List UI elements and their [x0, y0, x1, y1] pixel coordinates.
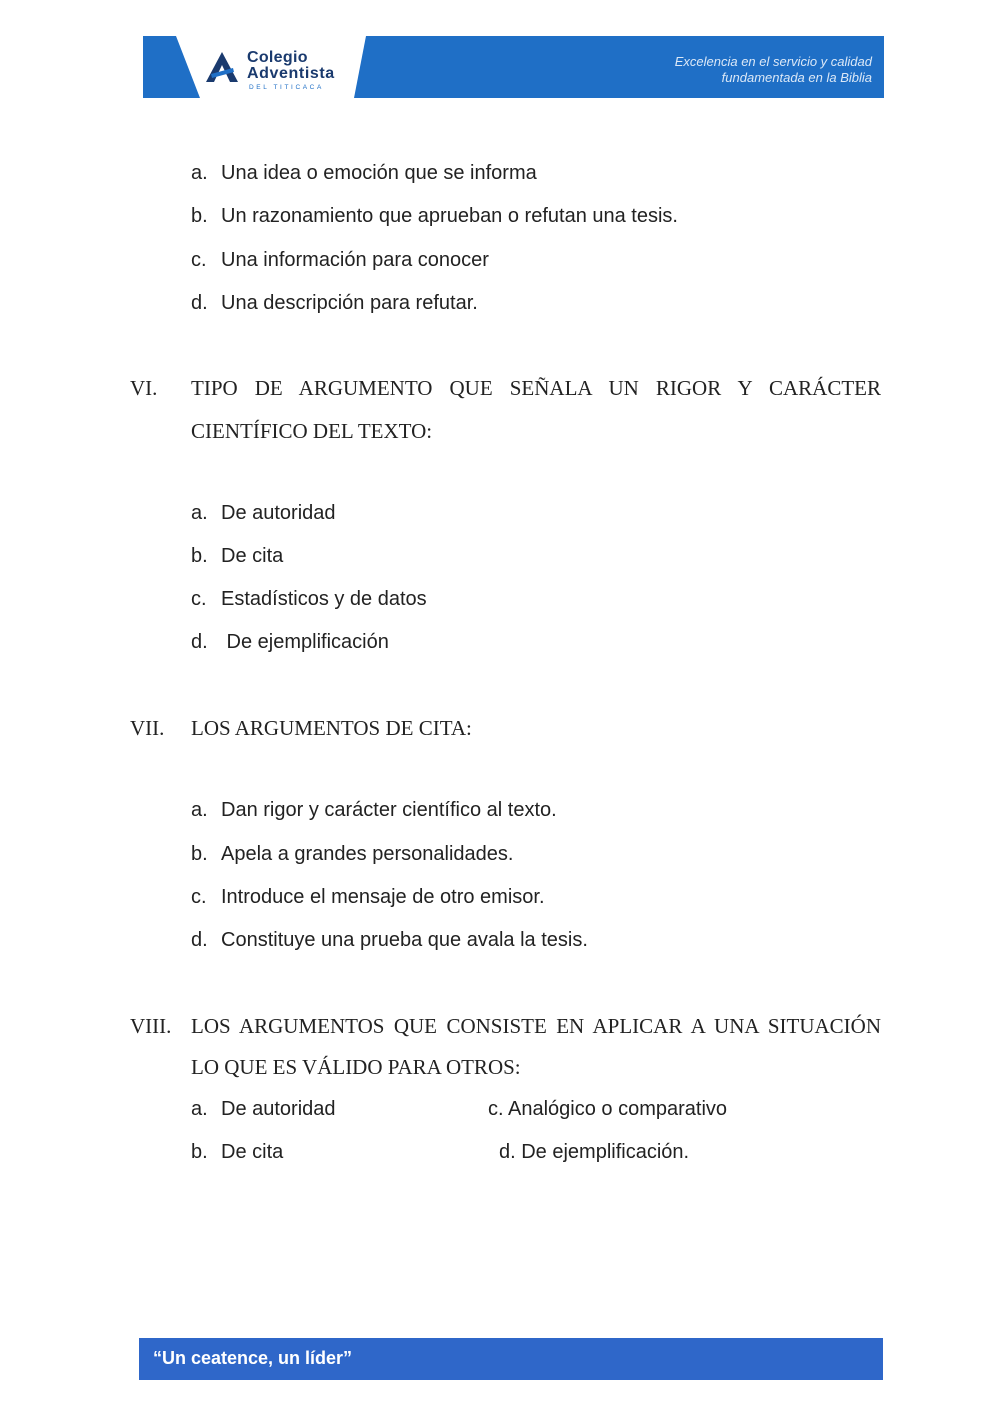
q5-option-d: [191, 292, 478, 315]
option-letter: b.: [191, 843, 208, 865]
q6-number: VI.: [130, 376, 158, 400]
option-text: De autoridad: [221, 1098, 336, 1120]
q8-option-b: [191, 1141, 283, 1164]
q6-option-b: [191, 545, 283, 568]
q8-number: VIII.: [130, 1014, 172, 1038]
footer-slogan: “Un ceatence, un líder”: [153, 1348, 353, 1368]
option-text: Estadísticos y de datos: [221, 588, 427, 610]
q7-option-a: [191, 799, 557, 822]
q6-title-line-1: TIPO DE ARGUMENTO QUE SEÑALA UN RIGOR Y CARÁCTER: [191, 376, 881, 400]
option-letter: a.: [191, 162, 208, 184]
q8-title-line-1: LOS ARGUMENTOS QUE CONSISTE EN APLICAR A UNA SITUACIÓN: [191, 1014, 881, 1038]
q6-title-line-2: CIENTÍFICO DEL TEXTO:: [191, 419, 433, 443]
option-text: Un razonamiento que aprueban o refutan una tesis.: [221, 205, 678, 227]
option-text: Una información para conocer: [221, 249, 489, 271]
motto-line-2: fundamentada en la Biblia: [721, 70, 872, 85]
option-letter: b.: [191, 545, 208, 567]
option-letter: b.: [191, 205, 208, 227]
q8-option-c: [488, 1098, 727, 1121]
q8-title-line-2: LO QUE ES VÁLIDO PARA OTROS:: [191, 1055, 521, 1079]
q6-option-d: [191, 631, 389, 654]
q7-number: VII.: [130, 716, 165, 740]
header-banner: [143, 36, 884, 98]
option-letter: a.: [191, 1098, 208, 1120]
option-text: c. Analógico o comparativo: [488, 1098, 728, 1120]
q5-option-a: [191, 162, 537, 185]
logo-text-colegio: Colegio: [247, 49, 308, 66]
q8-option-a: [191, 1098, 336, 1121]
option-text: De ejemplificación: [221, 631, 389, 653]
option-text: Introduce el mensaje de otro emisor.: [221, 886, 545, 908]
q5-option-b: [191, 205, 678, 228]
q7-option-d: [191, 929, 588, 952]
option-letter: d.: [191, 631, 208, 653]
header-motto: [675, 54, 872, 86]
q7-title-line-1: LOS ARGUMENTOS DE CITA:: [191, 716, 472, 740]
motto-line-1: Excelencia en el servicio y calidad: [674, 54, 872, 69]
option-text: Una descripción para refutar.: [221, 292, 478, 314]
option-letter: c.: [191, 249, 207, 271]
school-logo-icon: [205, 50, 239, 84]
option-text: Dan rigor y carácter científico al texto.: [221, 799, 557, 821]
q6-option-a: [191, 502, 336, 525]
option-text: De cita: [221, 1141, 284, 1163]
logo-text-adventista: Adventista: [247, 65, 335, 82]
logo-text-titicaca: DEL TITICACA: [249, 84, 324, 91]
q7-option-c: [191, 886, 545, 909]
q5-option-c: [191, 249, 489, 272]
option-letter: b.: [191, 1141, 208, 1163]
option-letter: d.: [191, 929, 208, 951]
q6-option-c: [191, 588, 427, 611]
option-letter: d.: [191, 292, 208, 314]
q7-option-b: [191, 843, 513, 866]
option-text: Una idea o emoción que se informa: [221, 162, 537, 184]
footer-banner: [139, 1338, 883, 1380]
option-text: De cita: [221, 545, 284, 567]
option-text: Apela a grandes personalidades.: [221, 843, 514, 865]
option-letter: a.: [191, 799, 208, 821]
option-letter: a.: [191, 502, 208, 524]
option-text: Constituye una prueba que avala la tesis.: [221, 929, 588, 951]
option-letter: c.: [191, 588, 207, 610]
q8-option-d: [499, 1141, 689, 1164]
option-letter: c.: [191, 886, 207, 908]
option-text: De autoridad: [221, 502, 336, 524]
option-text: d. De ejemplificación.: [499, 1141, 690, 1163]
